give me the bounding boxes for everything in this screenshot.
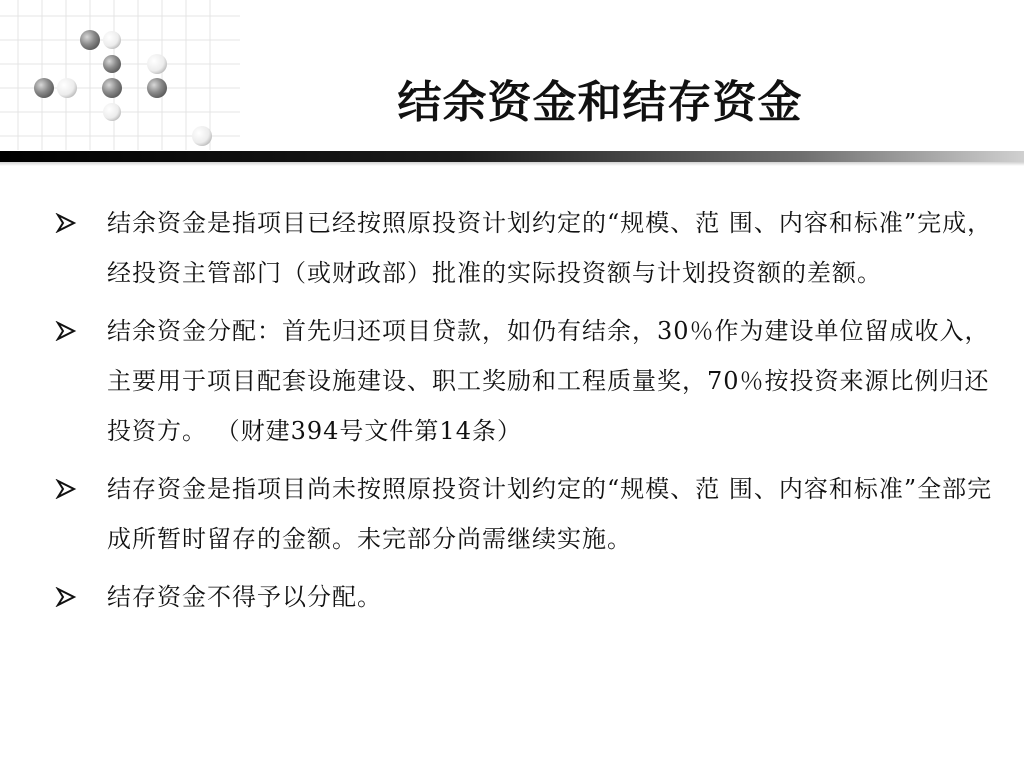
- bullet-text: 结余资金是指项目已经按照原投资计划约定的“规模、范 围、内容和标准”完成，经投资主管部门（或财政部）批准的实际投资额与计划投资额的差额。: [107, 209, 993, 287]
- bullet-item: [55, 464, 1000, 564]
- arrowhead-bullet-icon: [55, 213, 77, 233]
- title-divider: [0, 151, 1024, 162]
- bullet-item: [55, 306, 1000, 456]
- bullet-item: [55, 198, 1000, 298]
- go-stones-logo: [0, 0, 240, 160]
- arrowhead-bullet-icon: [55, 479, 77, 499]
- bullet-text: 结存资金不得予以分配。: [107, 583, 382, 611]
- slide-title: 结余资金和结存资金: [397, 77, 803, 128]
- bullet-list: [55, 198, 1000, 630]
- arrowhead-bullet-icon: [55, 587, 77, 607]
- bullet-item: [55, 572, 1000, 622]
- arrowhead-bullet-icon: [55, 321, 77, 341]
- title-divider-shadow: [0, 162, 1024, 166]
- bullet-text: 结存资金是指项目尚未按照原投资计划约定的“规模、范 围、内容和标准”全部完成所暂时留存的金额。未完部分尚需继续实施。: [107, 475, 993, 553]
- bullet-text: 结余资金分配：首先归还项目贷款，如仍有结余，30％作为建设单位留成收入，主要用于项目配套设施建设、职工奖励和工程质量奖，70％按投资来源比例归还投资方。 （财建394号文件第14条）: [107, 317, 990, 445]
